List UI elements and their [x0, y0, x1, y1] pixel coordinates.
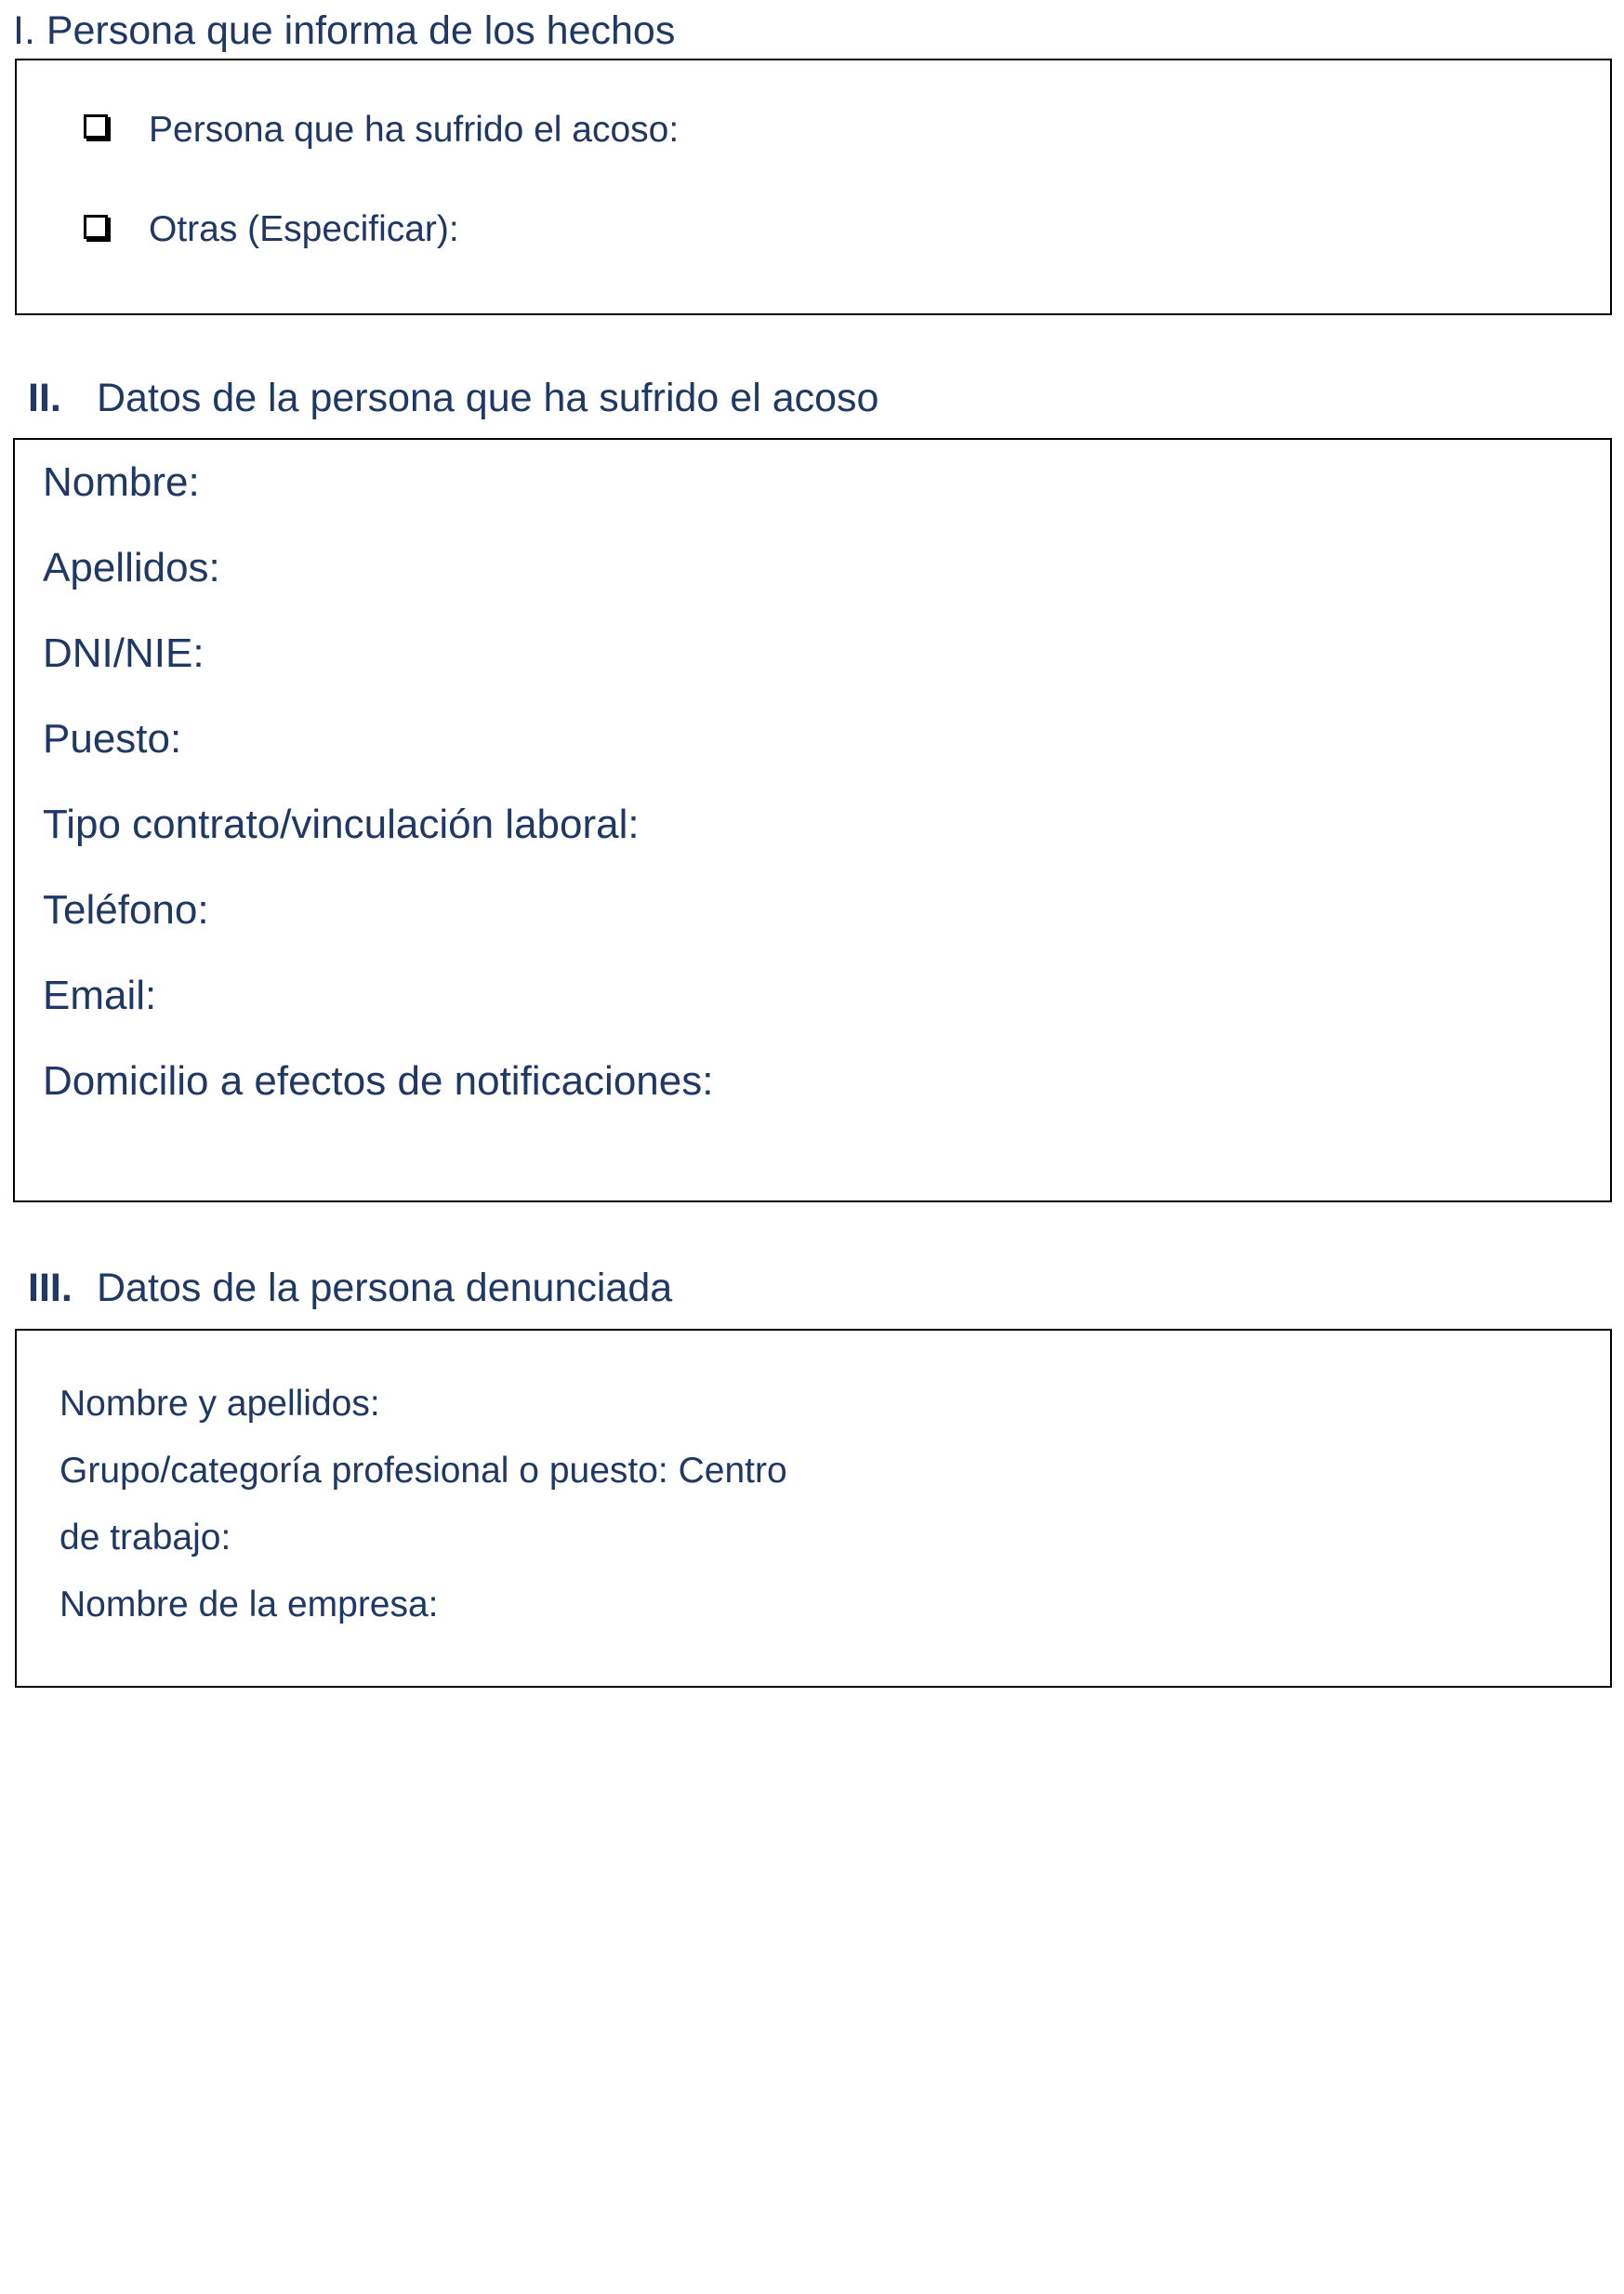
field-apellidos: Apellidos: [43, 545, 220, 590]
field-centro-trabajo: de trabajo: [59, 1518, 231, 1558]
field-grupo-categoria: Grupo/categoría profesional o puesto: Centro [59, 1451, 787, 1491]
section-2-heading [28, 375, 878, 421]
field-email: Email: [43, 973, 157, 1018]
field-dni-nie: DNI/NIE: [43, 630, 205, 676]
section-1-title: I. Persona que informa de los hechos [13, 8, 676, 53]
option-other-label: Otras (Especificar): [149, 209, 459, 249]
field-nombre-empresa: Nombre de la empresa: [59, 1585, 439, 1624]
section-3-title: Datos de la persona denunciada [97, 1266, 673, 1310]
section-2-box [13, 438, 1612, 1202]
field-puesto: Puesto: [43, 716, 182, 762]
field-telefono: Teléfono: [43, 887, 209, 933]
section-3-number: III. [28, 1266, 73, 1310]
section-2-number: II. [28, 376, 61, 420]
section-3-box [15, 1329, 1612, 1688]
option-victim-label: Persona que ha sufrido el acoso: [149, 110, 680, 150]
section-3-heading [28, 1265, 672, 1311]
section-2-title: Datos de la persona que ha sufrido el acoso [97, 376, 879, 420]
field-tipo-contrato: Tipo contrato/vinculación laboral: [43, 802, 640, 847]
option-victim-checkbox[interactable] [84, 114, 108, 139]
field-domicilio: Domicilio a efectos de notificaciones: [43, 1058, 714, 1104]
field-nombre: Nombre: [43, 459, 200, 505]
option-other-checkbox[interactable] [84, 215, 108, 239]
field-nombre-apellidos: Nombre y apellidos: [59, 1384, 380, 1424]
section-1-box [15, 59, 1612, 315]
